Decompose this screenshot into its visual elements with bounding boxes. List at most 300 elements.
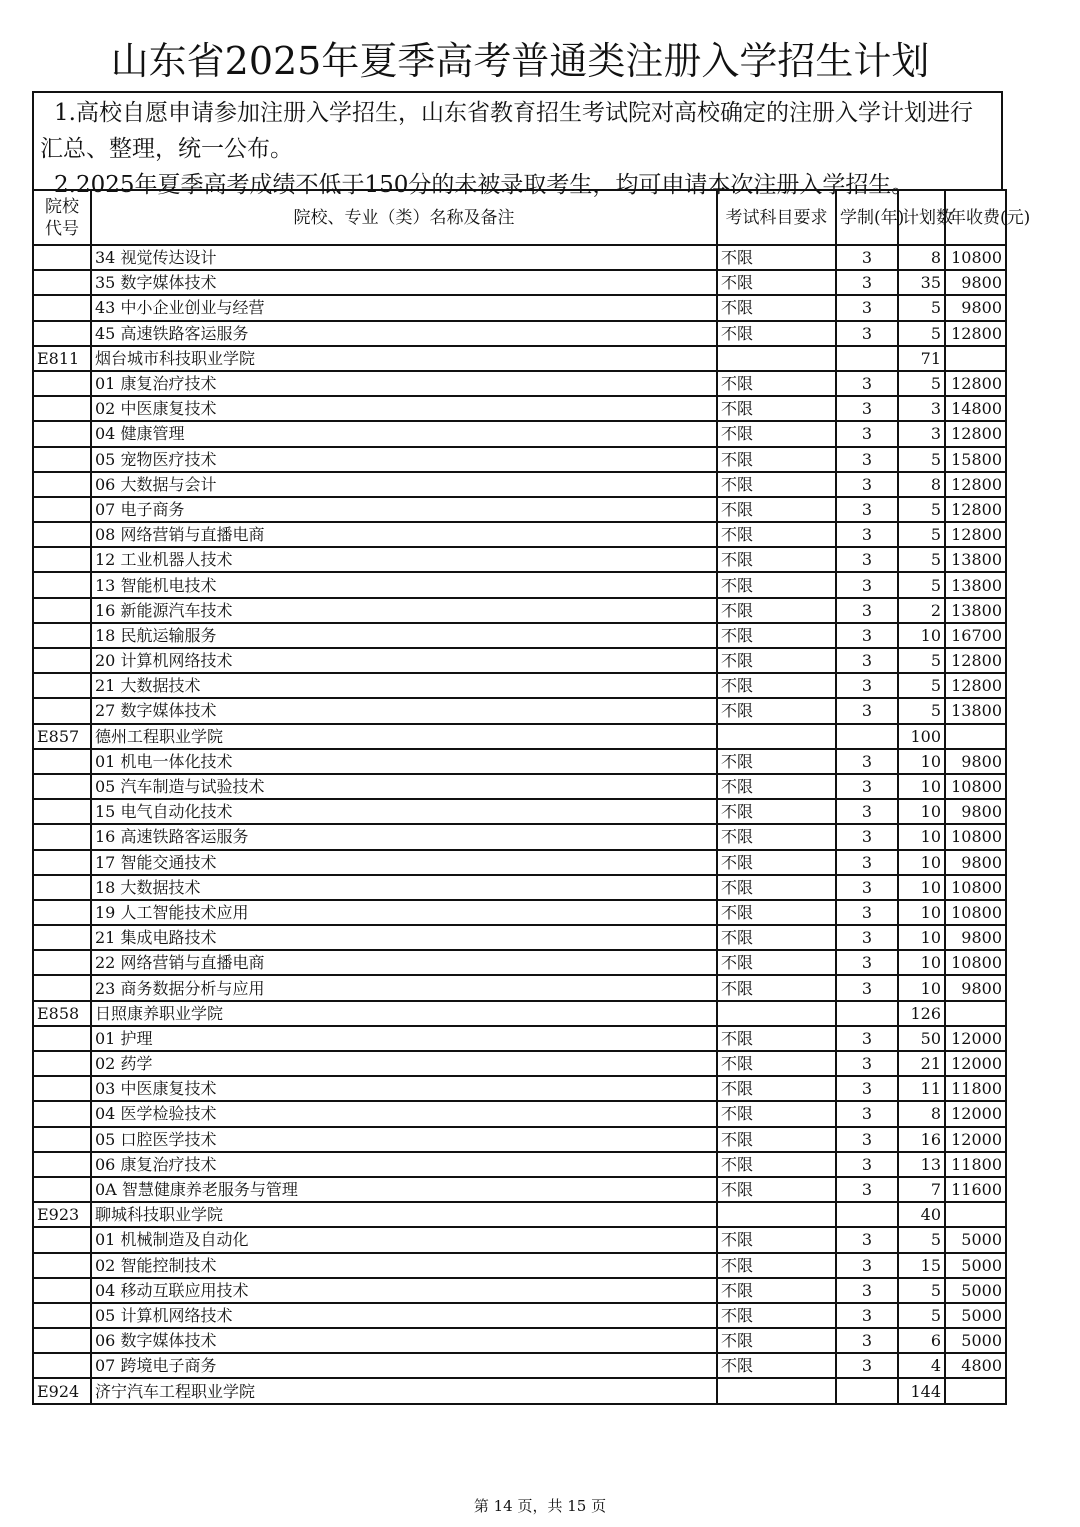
name-cell: 06 康复治疗技术 — [91, 1152, 717, 1177]
years-cell: 3 — [836, 1076, 898, 1101]
name-cell: 01 机械制造及自动化 — [91, 1227, 717, 1252]
name-cell: 18 民航运输服务 — [91, 623, 717, 648]
school-code-cell: E923 — [33, 1202, 91, 1227]
name-cell: 04 移动互联应用技术 — [91, 1278, 717, 1303]
name-cell: 15 电气自动化技术 — [91, 799, 717, 824]
major-row — [33, 1051, 1006, 1076]
plan-count-cell: 10 — [898, 623, 945, 648]
name-cell: 16 高速铁路客运服务 — [91, 824, 717, 849]
table-header-row — [33, 190, 1006, 245]
requirement-cell: 不限 — [717, 245, 836, 270]
years-cell: 3 — [836, 875, 898, 900]
name-cell: 聊城科技职业学院 — [91, 1202, 717, 1227]
school-code-cell — [33, 799, 91, 824]
annual-fee-cell: 12800 — [945, 673, 1006, 698]
annual-fee-cell: 12000 — [945, 1051, 1006, 1076]
requirement-cell: 不限 — [717, 698, 836, 723]
school-code-cell — [33, 1303, 91, 1328]
requirement-cell — [717, 724, 836, 749]
annual-fee-cell: 9800 — [945, 749, 1006, 774]
plan-count-cell: 8 — [898, 1101, 945, 1126]
years-cell: 3 — [836, 1177, 898, 1202]
annual-fee-cell: 12800 — [945, 421, 1006, 446]
school-row — [33, 724, 1006, 749]
name-cell: 01 康复治疗技术 — [91, 371, 717, 396]
name-cell: 烟台城市科技职业学院 — [91, 346, 717, 371]
requirement-cell: 不限 — [717, 547, 836, 572]
annual-fee-cell: 9800 — [945, 975, 1006, 1000]
name-cell: 21 集成电路技术 — [91, 925, 717, 950]
school-code-cell — [33, 900, 91, 925]
school-code-cell — [33, 1328, 91, 1353]
school-code-cell — [33, 975, 91, 1000]
requirement-cell: 不限 — [717, 975, 836, 1000]
school-row — [33, 346, 1006, 371]
plan-count-cell: 13 — [898, 1152, 945, 1177]
plan-count-cell: 8 — [898, 245, 945, 270]
major-row — [33, 1278, 1006, 1303]
name-cell: 21 大数据技术 — [91, 673, 717, 698]
years-cell: 3 — [836, 749, 898, 774]
requirement-cell: 不限 — [717, 371, 836, 396]
notice-paragraph-1: 1.高校自愿申请参加注册入学招生，山东省教育招生考试院对高校确定的注册入学计划进行汇总、整理，统一公布。 — [40, 100, 973, 162]
plan-count-cell: 144 — [898, 1378, 945, 1403]
name-cell: 22 网络营销与直播电商 — [91, 950, 717, 975]
major-row — [33, 1076, 1006, 1101]
plan-count-cell: 10 — [898, 799, 945, 824]
school-code-cell — [33, 1353, 91, 1378]
school-row — [33, 1378, 1006, 1403]
school-code-cell — [33, 673, 91, 698]
annual-fee-cell: 11800 — [945, 1152, 1006, 1177]
years-cell: 3 — [836, 925, 898, 950]
school-code-cell — [33, 774, 91, 799]
plan-count-cell: 5 — [898, 547, 945, 572]
plan-count-cell: 10 — [898, 850, 945, 875]
annual-fee-cell: 9800 — [945, 270, 1006, 295]
annual-fee-cell: 4800 — [945, 1353, 1006, 1378]
requirement-cell: 不限 — [717, 572, 836, 597]
school-code-cell — [33, 547, 91, 572]
years-cell: 3 — [836, 1353, 898, 1378]
name-cell: 07 电子商务 — [91, 497, 717, 522]
major-row — [33, 1253, 1006, 1278]
page-title: 山东省2025年夏季高考普通类注册入学招生计划 — [110, 39, 930, 83]
school-code-cell — [33, 1253, 91, 1278]
plan-count-cell: 5 — [898, 295, 945, 320]
years-cell — [836, 1378, 898, 1403]
major-row — [33, 1026, 1006, 1051]
requirement-cell: 不限 — [717, 1328, 836, 1353]
requirement-cell: 不限 — [717, 1127, 836, 1152]
years-cell — [836, 724, 898, 749]
major-row — [33, 371, 1006, 396]
years-cell: 3 — [836, 572, 898, 597]
requirement-cell: 不限 — [717, 1353, 836, 1378]
years-cell — [836, 346, 898, 371]
years-cell: 3 — [836, 371, 898, 396]
school-code-cell — [33, 295, 91, 320]
name-cell: 04 健康管理 — [91, 421, 717, 446]
school-row — [33, 1202, 1006, 1227]
years-cell: 3 — [836, 1303, 898, 1328]
name-cell: 06 数字媒体技术 — [91, 1328, 717, 1353]
school-code-cell — [33, 950, 91, 975]
annual-fee-cell — [945, 346, 1006, 371]
annual-fee-cell — [945, 724, 1006, 749]
name-cell: 23 商务数据分析与应用 — [91, 975, 717, 1000]
name-cell: 06 大数据与会计 — [91, 472, 717, 497]
years-cell — [836, 1001, 898, 1026]
years-cell: 3 — [836, 522, 898, 547]
school-code-cell — [33, 1127, 91, 1152]
name-cell: 07 跨境电子商务 — [91, 1353, 717, 1378]
name-cell: 02 中医康复技术 — [91, 396, 717, 421]
major-row — [33, 774, 1006, 799]
requirement-cell: 不限 — [717, 270, 836, 295]
plan-count-cell: 10 — [898, 774, 945, 799]
major-row — [33, 245, 1006, 270]
school-code-cell — [33, 1076, 91, 1101]
name-cell: 18 大数据技术 — [91, 875, 717, 900]
plan-count-cell: 100 — [898, 724, 945, 749]
plan-count-cell: 5 — [898, 648, 945, 673]
header-plan-count: 计划数 — [898, 190, 945, 245]
years-cell: 3 — [836, 1026, 898, 1051]
school-code-cell — [33, 1101, 91, 1126]
major-row — [33, 1177, 1006, 1202]
requirement-cell: 不限 — [717, 598, 836, 623]
years-cell: 3 — [836, 623, 898, 648]
requirement-cell: 不限 — [717, 673, 836, 698]
major-row — [33, 875, 1006, 900]
requirement-cell: 不限 — [717, 900, 836, 925]
annual-fee-cell: 12000 — [945, 1026, 1006, 1051]
school-code-cell — [33, 572, 91, 597]
annual-fee-cell: 5000 — [945, 1253, 1006, 1278]
plan-count-cell: 71 — [898, 346, 945, 371]
annual-fee-cell: 9800 — [945, 295, 1006, 320]
school-code-cell — [33, 925, 91, 950]
school-code-cell: E858 — [33, 1001, 91, 1026]
plan-count-cell: 40 — [898, 1202, 945, 1227]
requirement-cell: 不限 — [717, 925, 836, 950]
years-cell: 3 — [836, 598, 898, 623]
years-cell — [836, 1202, 898, 1227]
name-cell: 43 中小企业创业与经营 — [91, 295, 717, 320]
school-code-cell — [33, 749, 91, 774]
table-body — [33, 245, 1006, 1404]
major-row — [33, 975, 1006, 1000]
requirement-cell: 不限 — [717, 749, 836, 774]
school-code-cell — [33, 824, 91, 849]
annual-fee-cell: 12800 — [945, 321, 1006, 346]
major-row — [33, 447, 1006, 472]
major-row — [33, 598, 1006, 623]
annual-fee-cell: 10800 — [945, 824, 1006, 849]
requirement-cell: 不限 — [717, 1152, 836, 1177]
name-cell: 05 口腔医学技术 — [91, 1127, 717, 1152]
requirement-cell: 不限 — [717, 497, 836, 522]
years-cell: 3 — [836, 1127, 898, 1152]
school-code-cell — [33, 598, 91, 623]
years-cell: 3 — [836, 472, 898, 497]
years-cell: 3 — [836, 648, 898, 673]
years-cell: 3 — [836, 673, 898, 698]
years-cell: 3 — [836, 447, 898, 472]
years-cell: 3 — [836, 321, 898, 346]
requirement-cell: 不限 — [717, 1076, 836, 1101]
annual-fee-cell — [945, 1378, 1006, 1403]
years-cell: 3 — [836, 1328, 898, 1353]
annual-fee-cell: 5000 — [945, 1278, 1006, 1303]
annual-fee-cell: 13800 — [945, 698, 1006, 723]
annual-fee-cell: 11800 — [945, 1076, 1006, 1101]
major-row — [33, 749, 1006, 774]
major-row — [33, 321, 1006, 346]
requirement-cell: 不限 — [717, 421, 836, 446]
major-row — [33, 270, 1006, 295]
school-code-cell — [33, 421, 91, 446]
school-code-cell — [33, 1227, 91, 1252]
school-code-cell — [33, 623, 91, 648]
name-cell: 35 数字媒体技术 — [91, 270, 717, 295]
school-code-cell — [33, 270, 91, 295]
years-cell: 3 — [836, 1278, 898, 1303]
years-cell: 3 — [836, 547, 898, 572]
school-code-cell — [33, 522, 91, 547]
name-cell: 04 医学检验技术 — [91, 1101, 717, 1126]
years-cell: 3 — [836, 824, 898, 849]
requirement-cell: 不限 — [717, 824, 836, 849]
years-cell: 3 — [836, 396, 898, 421]
major-row — [33, 950, 1006, 975]
requirement-cell: 不限 — [717, 1278, 836, 1303]
plan-count-cell: 7 — [898, 1177, 945, 1202]
plan-count-cell: 5 — [898, 673, 945, 698]
annual-fee-cell: 12800 — [945, 371, 1006, 396]
requirement-cell: 不限 — [717, 774, 836, 799]
annual-fee-cell: 12800 — [945, 497, 1006, 522]
annual-fee-cell: 9800 — [945, 799, 1006, 824]
requirement-cell: 不限 — [717, 1026, 836, 1051]
annual-fee-cell: 9800 — [945, 850, 1006, 875]
notice-paragraph-2: 2.2025年夏季高考成绩不低于150分的未被录取考生，均可申请本次注册入学招生。 — [54, 172, 915, 198]
annual-fee-cell: 14800 — [945, 396, 1006, 421]
major-row — [33, 547, 1006, 572]
plan-count-cell: 5 — [898, 371, 945, 396]
major-row — [33, 295, 1006, 320]
requirement-cell: 不限 — [717, 1303, 836, 1328]
plan-count-cell: 8 — [898, 472, 945, 497]
plan-count-cell: 6 — [898, 1328, 945, 1353]
name-cell: 16 新能源汽车技术 — [91, 598, 717, 623]
annual-fee-cell: 13800 — [945, 572, 1006, 597]
name-cell: 03 中医康复技术 — [91, 1076, 717, 1101]
requirement-cell: 不限 — [717, 1101, 836, 1126]
annual-fee-cell: 5000 — [945, 1227, 1006, 1252]
plan-count-cell: 35 — [898, 270, 945, 295]
school-code-cell — [33, 1177, 91, 1202]
major-row — [33, 698, 1006, 723]
name-cell: 27 数字媒体技术 — [91, 698, 717, 723]
name-cell: 19 人工智能技术应用 — [91, 900, 717, 925]
years-cell: 3 — [836, 421, 898, 446]
school-code-cell — [33, 698, 91, 723]
name-cell: 01 护理 — [91, 1026, 717, 1051]
annual-fee-cell: 10800 — [945, 950, 1006, 975]
annual-fee-cell: 5000 — [945, 1303, 1006, 1328]
years-cell: 3 — [836, 698, 898, 723]
annual-fee-cell: 10800 — [945, 774, 1006, 799]
major-row — [33, 1328, 1006, 1353]
header-annual-fee: 年收费(元) — [945, 190, 1006, 245]
requirement-cell: 不限 — [717, 1227, 836, 1252]
years-cell: 3 — [836, 1227, 898, 1252]
plan-count-cell: 5 — [898, 1278, 945, 1303]
major-row — [33, 1303, 1006, 1328]
years-cell: 3 — [836, 1152, 898, 1177]
plan-count-cell: 5 — [898, 321, 945, 346]
school-code-cell — [33, 497, 91, 522]
requirement-cell: 不限 — [717, 648, 836, 673]
annual-fee-cell: 16700 — [945, 623, 1006, 648]
header-school-code: 院校代号 — [33, 190, 91, 245]
plan-count-cell: 10 — [898, 824, 945, 849]
annual-fee-cell: 12800 — [945, 648, 1006, 673]
requirement-cell: 不限 — [717, 447, 836, 472]
major-row — [33, 925, 1006, 950]
major-row — [33, 648, 1006, 673]
name-cell: 02 药学 — [91, 1051, 717, 1076]
major-row — [33, 472, 1006, 497]
years-cell: 3 — [836, 295, 898, 320]
requirement-cell: 不限 — [717, 1177, 836, 1202]
major-row — [33, 1353, 1006, 1378]
annual-fee-cell: 10800 — [945, 875, 1006, 900]
school-code-cell — [33, 648, 91, 673]
plan-count-cell: 11 — [898, 1076, 945, 1101]
years-cell: 3 — [836, 975, 898, 1000]
plan-count-cell: 10 — [898, 925, 945, 950]
major-row — [33, 824, 1006, 849]
page-footer — [0, 1495, 1080, 1516]
plan-count-cell: 21 — [898, 1051, 945, 1076]
plan-count-cell: 5 — [898, 1303, 945, 1328]
plan-count-cell: 5 — [898, 447, 945, 472]
school-code-cell — [33, 371, 91, 396]
years-cell: 3 — [836, 850, 898, 875]
requirement-cell — [717, 1378, 836, 1403]
plan-count-cell: 5 — [898, 1227, 945, 1252]
years-cell: 3 — [836, 900, 898, 925]
page-number-label: 第 14 页，共 15 页 — [473, 1497, 607, 1515]
major-row — [33, 799, 1006, 824]
major-row — [33, 1227, 1006, 1252]
school-code-cell: E811 — [33, 346, 91, 371]
plan-count-cell: 10 — [898, 900, 945, 925]
name-cell: 德州工程职业学院 — [91, 724, 717, 749]
plan-count-cell: 50 — [898, 1026, 945, 1051]
name-cell: 日照康养职业学院 — [91, 1001, 717, 1026]
plan-count-cell: 3 — [898, 396, 945, 421]
major-row — [33, 522, 1006, 547]
plan-count-cell: 16 — [898, 1127, 945, 1152]
name-cell: 13 智能机电技术 — [91, 572, 717, 597]
major-row — [33, 1152, 1006, 1177]
annual-fee-cell: 11600 — [945, 1177, 1006, 1202]
major-row — [33, 572, 1006, 597]
annual-fee-cell: 12800 — [945, 522, 1006, 547]
school-code-cell — [33, 850, 91, 875]
school-code-cell: E924 — [33, 1378, 91, 1403]
plan-count-cell: 3 — [898, 421, 945, 446]
plan-count-cell: 10 — [898, 749, 945, 774]
header-years: 学制(年) — [836, 190, 898, 245]
school-code-cell — [33, 1152, 91, 1177]
plan-count-cell: 10 — [898, 875, 945, 900]
annual-fee-cell: 12000 — [945, 1101, 1006, 1126]
major-row — [33, 900, 1006, 925]
requirement-cell — [717, 1001, 836, 1026]
major-row — [33, 850, 1006, 875]
years-cell: 3 — [836, 774, 898, 799]
header-requirement: 考试科目要求 — [717, 190, 836, 245]
plan-count-cell: 5 — [898, 497, 945, 522]
name-cell: 05 汽车制造与试验技术 — [91, 774, 717, 799]
years-cell: 3 — [836, 950, 898, 975]
annual-fee-cell — [945, 1202, 1006, 1227]
plan-count-cell: 5 — [898, 522, 945, 547]
school-code-cell — [33, 447, 91, 472]
requirement-cell: 不限 — [717, 472, 836, 497]
plan-count-cell: 15 — [898, 1253, 945, 1278]
school-code-cell — [33, 1026, 91, 1051]
name-cell: 05 宠物医疗技术 — [91, 447, 717, 472]
name-cell: 02 智能控制技术 — [91, 1253, 717, 1278]
requirement-cell: 不限 — [717, 1253, 836, 1278]
plan-count-cell: 126 — [898, 1001, 945, 1026]
annual-fee-cell: 5000 — [945, 1328, 1006, 1353]
years-cell: 3 — [836, 1051, 898, 1076]
plan-count-cell: 2 — [898, 598, 945, 623]
annual-fee-cell: 12000 — [945, 1127, 1006, 1152]
name-cell: 20 计算机网络技术 — [91, 648, 717, 673]
requirement-cell: 不限 — [717, 850, 836, 875]
annual-fee-cell — [945, 1001, 1006, 1026]
name-cell: 01 机电一体化技术 — [91, 749, 717, 774]
school-code-cell — [33, 875, 91, 900]
school-code-cell — [33, 245, 91, 270]
requirement-cell: 不限 — [717, 623, 836, 648]
notice-box — [32, 91, 1003, 198]
enrollment-plan-table — [32, 189, 1031, 1405]
requirement-cell: 不限 — [717, 321, 836, 346]
annual-fee-cell: 10800 — [945, 900, 1006, 925]
requirement-cell: 不限 — [717, 950, 836, 975]
requirement-cell: 不限 — [717, 522, 836, 547]
major-row — [33, 497, 1006, 522]
name-cell: 34 视觉传达设计 — [91, 245, 717, 270]
name-cell: 08 网络营销与直播电商 — [91, 522, 717, 547]
years-cell: 3 — [836, 1101, 898, 1126]
requirement-cell: 不限 — [717, 295, 836, 320]
school-code-cell — [33, 1278, 91, 1303]
major-row — [33, 623, 1006, 648]
plan-count-cell: 10 — [898, 975, 945, 1000]
requirement-cell: 不限 — [717, 875, 836, 900]
plan-count-cell: 4 — [898, 1353, 945, 1378]
